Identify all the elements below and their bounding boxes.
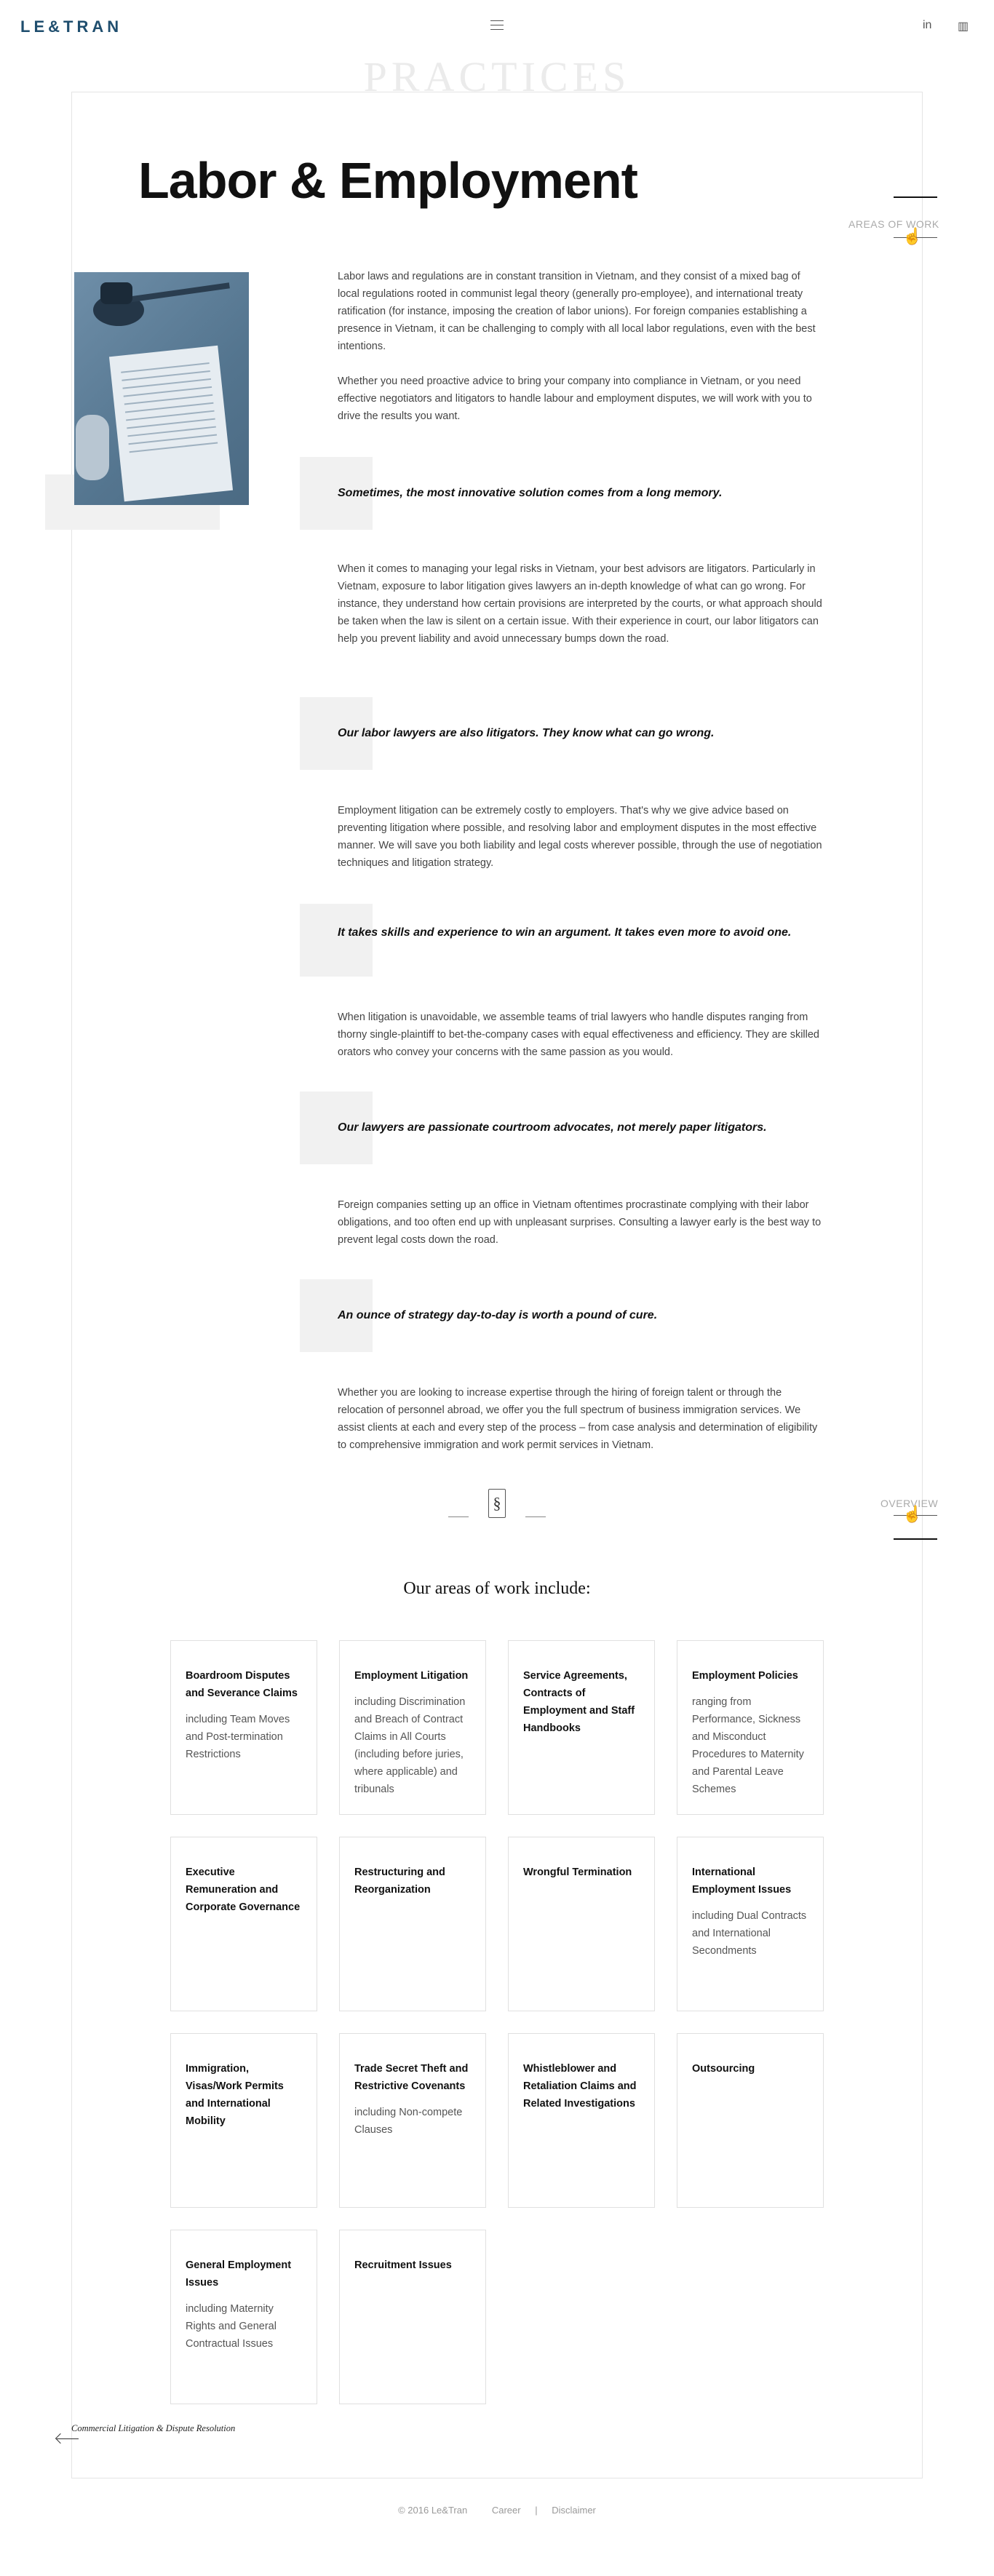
area-card-title: Recruitment Issues <box>354 2259 452 2271</box>
area-card-title: Whistleblower and Retaliation Claims and Related Investigations <box>523 2063 637 2110</box>
section-text: Whether you are looking to increase expertise through the hiring of foreign talent or through the relocation of personnel abroad, we offer you the full spectrum of business immigration services. We assist clients at each and every step of the process – from case analysis and determination of eligibility to comprehensive immigration and work permit services in Vietnam. <box>338 1387 818 1451</box>
side-nav-overview[interactable]: OVERVIEW <box>880 1498 939 1509</box>
section-text: When it comes to managing your legal risks in Vietnam, your best advisors are litigators. Particularly in Vietnam, exposure to labor litigation gives lawyers an in-depth knowledge of what can go wrong. For instance, they understand how certain provisions are interpreted by the courts, or what approach should be taken when the law is silent on a certain issue. With their experience in court, our labor litigators can help you prevent liability and avoid unnecessary bumps down the road. <box>338 563 822 645</box>
area-card-subtitle: ranging from Performance, Sickness and Misconduct Procedures to Maternity and Parental Leave Schemes <box>692 1696 804 1795</box>
footer-separator: | <box>535 2505 538 2516</box>
linkedin-icon[interactable]: in <box>923 19 932 31</box>
area-card[interactable] <box>508 2033 655 2208</box>
pull-quote: Our lawyers are passionate courtroom advocates, not merely paper litigators. <box>338 1121 767 1134</box>
intro-text <box>338 268 822 425</box>
area-card-subtitle: including Non-compete Clauses <box>354 2107 463 2136</box>
area-card[interactable] <box>170 1640 317 1815</box>
page-title: Labor & Employment <box>138 152 637 209</box>
pull-quote: It takes skills and experience to win an argument. It takes even more to avoid one. <box>338 926 792 939</box>
career-link[interactable]: Career <box>491 2505 521 2516</box>
area-card[interactable] <box>508 1640 655 1815</box>
hand-pointer-icon: ☝ <box>902 227 923 245</box>
areas-heading: Our areas of work include: <box>403 1579 591 1598</box>
back-arrow-icon[interactable] <box>55 2433 80 2444</box>
hand-pointer-icon: ☝ <box>902 1505 923 1523</box>
area-card-title: Boardroom Disputes and Severance Claims <box>186 1670 298 1699</box>
area-card-title: Executive Remuneration and Corporate Governance <box>186 1867 301 1913</box>
site-footer <box>0 2505 994 2516</box>
area-card-title: International Employment Issues <box>692 1867 792 1896</box>
section-text: When litigation is unavoidable, we assemble teams of trial lawyers who handle disputes ranging from thorny single-plaintiff to bet-the-company cases with equal effectiveness and efficiency. They are skilled orators who convey your concerns with the same passion as you would. <box>338 1011 819 1058</box>
area-card[interactable] <box>339 2033 486 2208</box>
area-card-title: Outsourcing <box>692 2063 755 2075</box>
section-text: Employment litigation can be extremely costly to employers. That's why we give advice based on preventing litigation where possible, and resolving labor and employment disputes in the most effective manner. We will save you both liability and legal costs wherever possible, through the use of negotiation techniques and litigation strategy. <box>338 805 822 869</box>
copyright-text: © 2016 Le&Tran <box>398 2505 468 2516</box>
side-nav-bottom-line <box>894 1538 937 1540</box>
current-practice-link[interactable]: Litigation & Dispute Resolution <box>118 2423 236 2433</box>
area-card[interactable] <box>170 1837 317 2011</box>
area-card-subtitle: including Team Moves and Post-termination Restrictions <box>186 1714 290 1760</box>
disclaimer-link[interactable]: Disclaimer <box>552 2505 596 2516</box>
gavel-document-photo <box>74 272 249 505</box>
area-card[interactable] <box>170 2230 317 2404</box>
prev-practice-link[interactable]: Commercial <box>71 2423 116 2433</box>
area-card-title: Wrongful Termination <box>523 1867 632 1878</box>
site-header <box>0 0 994 52</box>
intro-paragraph: Whether you need proactive advice to bring your company into compliance in Vietnam, or you need effective negotiators and litigators to handle labour and employment disputes, we will work with you to drive the results you want. <box>338 375 812 422</box>
area-card-subtitle: including Maternity Rights and General Contractual Issues <box>186 2303 277 2350</box>
hamburger-menu-icon[interactable] <box>490 20 504 31</box>
area-card[interactable] <box>508 1837 655 2011</box>
pull-quote: Our labor lawyers are also litigators. They know what can go wrong. <box>338 727 715 739</box>
side-nav-areas-of-work[interactable]: AREAS OF WORK <box>848 218 939 230</box>
section-sign-icon: § <box>488 1489 506 1518</box>
side-nav-top-line <box>894 196 937 198</box>
building-icon[interactable]: ▥ <box>958 20 969 33</box>
area-card-title: Immigration, Visas/Work Permits and International Mobility <box>186 2063 284 2127</box>
site-logo[interactable]: LE&TRAN <box>20 17 123 36</box>
area-card[interactable] <box>339 1640 486 1815</box>
area-card[interactable] <box>677 1837 824 2011</box>
area-card-subtitle: including Dual Contracts and International Secondments <box>692 1910 807 1957</box>
area-card-subtitle: including Discrimination and Breach of Contract Claims in All Courts (including before juries, where applicable) and tribunals <box>354 1696 466 1795</box>
area-card-title: Restructuring and Reorganization <box>354 1867 445 1896</box>
practice-navigation <box>71 2423 235 2434</box>
area-card[interactable] <box>677 1640 824 1815</box>
practices-watermark: PRACTICES <box>363 53 631 100</box>
section-text: Foreign companies setting up an office in Vietnam oftentimes procrastinate complying with their labor obligations, and too often end up with unpleasant surprises. Consulting a lawyer early is the best way to prevent legal costs down the road. <box>338 1199 822 1246</box>
pull-quote: An ounce of strategy day-to-day is worth a pound of cure. <box>338 1309 658 1321</box>
area-card-title: General Employment Issues <box>186 2259 292 2289</box>
pull-quote: Sometimes, the most innovative solution comes from a long memory. <box>338 487 723 499</box>
area-card-title: Employment Litigation <box>354 1670 469 1682</box>
area-card[interactable] <box>170 2033 317 2208</box>
area-card[interactable] <box>339 1837 486 2011</box>
intro-paragraph: Labor laws and regulations are in constant transition in Vietnam, and they consist of a mixed bag of local regulations rooted in communist legal theory (generally pro-employee), and international treaty ratification (for instance, imposing the creation of labor unions). For foreign companies establishing a presence in Vietnam, it can be challenging to comply with all local labor regulations, even with the best intentions. <box>338 271 816 352</box>
area-card[interactable] <box>677 2033 824 2208</box>
area-card-title: Trade Secret Theft and Restrictive Covenants <box>354 2063 469 2092</box>
divider-line-right <box>525 1516 546 1517</box>
divider-line-left <box>448 1516 469 1517</box>
area-card-title: Service Agreements, Contracts of Employment and Staff Handbooks <box>523 1670 635 1734</box>
area-card[interactable] <box>339 2230 486 2404</box>
area-card-title: Employment Policies <box>692 1670 798 1682</box>
